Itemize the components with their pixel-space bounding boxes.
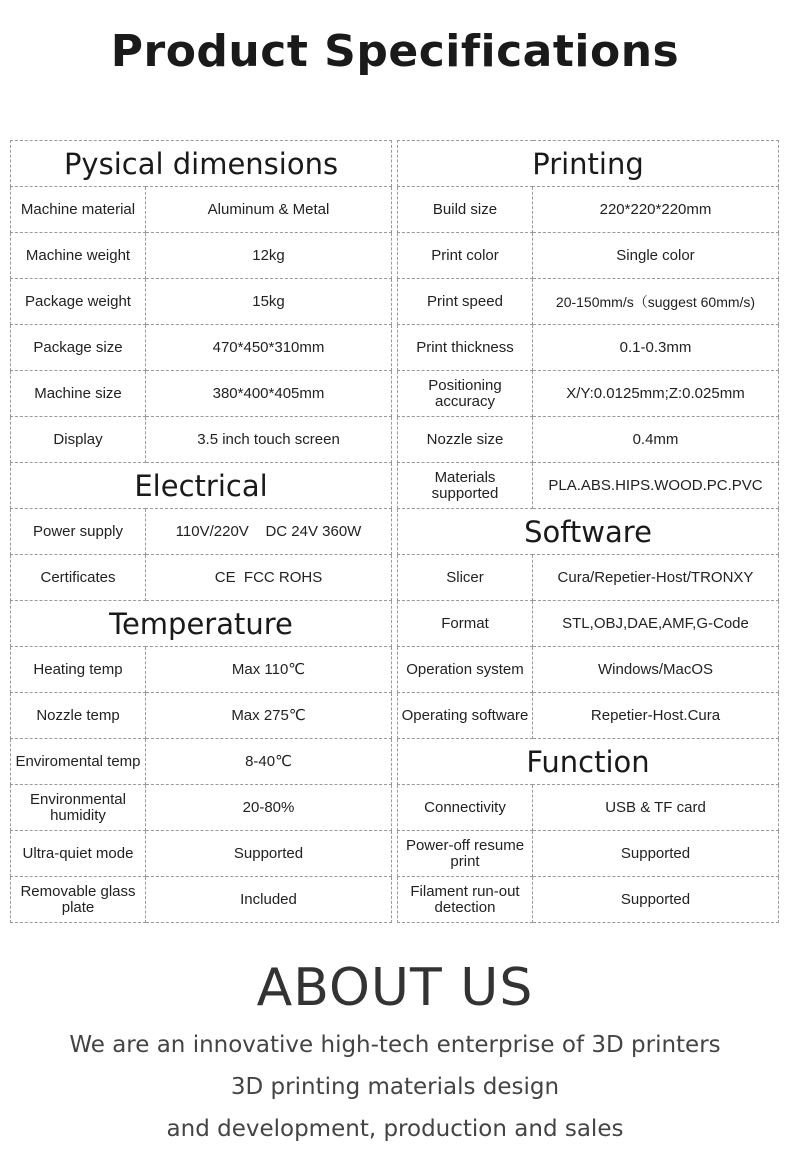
spec-label: Machine weight bbox=[11, 233, 146, 279]
spec-label: Power supply bbox=[11, 509, 146, 555]
spec-label: Print color bbox=[398, 233, 533, 279]
about-line: and development, production and sales bbox=[166, 1116, 624, 1142]
spec-value: 220*220*220mm bbox=[533, 187, 779, 233]
spec-value: 20-150mm/s（suggest 60mm/s) bbox=[533, 279, 779, 325]
spec-value: 380*400*405mm bbox=[146, 371, 392, 417]
about-us-title: ABOUT US bbox=[256, 958, 534, 1018]
spec-value: 8-40℃ bbox=[146, 739, 392, 785]
table-row bbox=[11, 647, 392, 693]
spec-label: Machine material bbox=[11, 187, 146, 233]
table-row bbox=[398, 785, 779, 831]
spec-value: Max 110℃ bbox=[146, 647, 392, 693]
spec-value: Max 275℃ bbox=[146, 693, 392, 739]
spec-label: Package size bbox=[11, 325, 146, 371]
spec-value: STL,OBJ,DAE,AMF,G-Code bbox=[533, 601, 779, 647]
spec-label: Print thickness bbox=[398, 325, 533, 371]
page-title: Product Specifications bbox=[110, 26, 680, 77]
table-row bbox=[11, 785, 392, 831]
spec-value: 3.5 inch touch screen bbox=[146, 417, 392, 463]
spec-value: Supported bbox=[146, 831, 392, 877]
table-row bbox=[398, 233, 779, 279]
spec-label: Connectivity bbox=[398, 785, 533, 831]
spec-label: Nozzle temp bbox=[11, 693, 146, 739]
spec-value: Cura/Repetier-Host/TRONXY bbox=[533, 555, 779, 601]
table-row bbox=[398, 325, 779, 371]
section-heading-temperature: Temperature bbox=[11, 601, 392, 647]
spec-label: Slicer bbox=[398, 555, 533, 601]
table-row bbox=[11, 555, 392, 601]
spec-label: Nozzle size bbox=[398, 417, 533, 463]
table-row bbox=[11, 233, 392, 279]
spec-label: Package weight bbox=[11, 279, 146, 325]
spec-label: Filament run-out detection bbox=[398, 877, 533, 923]
spec-value: 0.4mm bbox=[533, 417, 779, 463]
spec-value: 110V/220V DC 24V 360W bbox=[146, 509, 392, 555]
spec-value: PLA.ABS.HIPS.WOOD.PC.PVC bbox=[533, 463, 779, 509]
spec-label: Power-off resume print bbox=[398, 831, 533, 877]
spec-label: Enviromental temp bbox=[11, 739, 146, 785]
spec-value: X/Y:0.0125mm;Z:0.025mm bbox=[533, 371, 779, 417]
table-row bbox=[398, 831, 779, 877]
spec-label: Build size bbox=[398, 187, 533, 233]
section-heading-software: Software bbox=[398, 509, 779, 555]
spec-label: Certificates bbox=[11, 555, 146, 601]
spec-label: Operation system bbox=[398, 647, 533, 693]
spec-value: Supported bbox=[533, 831, 779, 877]
table-row bbox=[398, 647, 779, 693]
table-row bbox=[398, 279, 779, 325]
section-heading-electrical: Electrical bbox=[11, 463, 392, 509]
spec-label: Display bbox=[11, 417, 146, 463]
table-row bbox=[11, 325, 392, 371]
spec-value: 12kg bbox=[146, 233, 392, 279]
spec-value: Aluminum & Metal bbox=[146, 187, 392, 233]
section-heading-function: Function bbox=[398, 739, 779, 785]
spec-value: 15kg bbox=[146, 279, 392, 325]
right-spec-table bbox=[397, 140, 779, 923]
spec-label: Removable glass plate bbox=[11, 877, 146, 923]
spec-value: Repetier-Host.Cura bbox=[533, 693, 779, 739]
table-row bbox=[11, 877, 392, 923]
spec-label: Environmental humidity bbox=[11, 785, 146, 831]
spec-label: Positioning accuracy bbox=[398, 371, 533, 417]
table-row bbox=[11, 417, 392, 463]
table-row bbox=[398, 187, 779, 233]
table-row bbox=[11, 693, 392, 739]
spec-value: CE FCC ROHS bbox=[146, 555, 392, 601]
spec-value: USB & TF card bbox=[533, 785, 779, 831]
table-row bbox=[11, 371, 392, 417]
table-row bbox=[398, 555, 779, 601]
spec-label: Materials supported bbox=[398, 463, 533, 509]
spec-value: Supported bbox=[533, 877, 779, 923]
spec-value: Included bbox=[146, 877, 392, 923]
section-heading-physical: Pysical dimensions bbox=[11, 141, 392, 187]
table-row bbox=[398, 463, 779, 509]
spec-label: Format bbox=[398, 601, 533, 647]
table-row bbox=[11, 279, 392, 325]
spec-value: 470*450*310mm bbox=[146, 325, 392, 371]
spec-label: Print speed bbox=[398, 279, 533, 325]
spec-value: 20-80% bbox=[146, 785, 392, 831]
spec-label: Ultra-quiet mode bbox=[11, 831, 146, 877]
spec-label: Operating software bbox=[398, 693, 533, 739]
table-row bbox=[11, 831, 392, 877]
section-heading-printing: Printing bbox=[398, 141, 779, 187]
about-line: 3D printing materials design bbox=[230, 1074, 560, 1100]
table-row bbox=[398, 601, 779, 647]
table-row bbox=[398, 371, 779, 417]
about-line: We are an innovative high-tech enterprise of 3D printers bbox=[69, 1032, 721, 1058]
table-row bbox=[11, 739, 392, 785]
table-row bbox=[11, 187, 392, 233]
table-row bbox=[398, 417, 779, 463]
table-row bbox=[11, 509, 392, 555]
spec-value: Single color bbox=[533, 233, 779, 279]
spec-value: Windows/MacOS bbox=[533, 647, 779, 693]
spec-value: 0.1-0.3mm bbox=[533, 325, 779, 371]
spec-label: Heating temp bbox=[11, 647, 146, 693]
left-spec-table bbox=[10, 140, 392, 923]
table-row bbox=[398, 877, 779, 923]
spec-label: Machine size bbox=[11, 371, 146, 417]
table-row bbox=[398, 693, 779, 739]
